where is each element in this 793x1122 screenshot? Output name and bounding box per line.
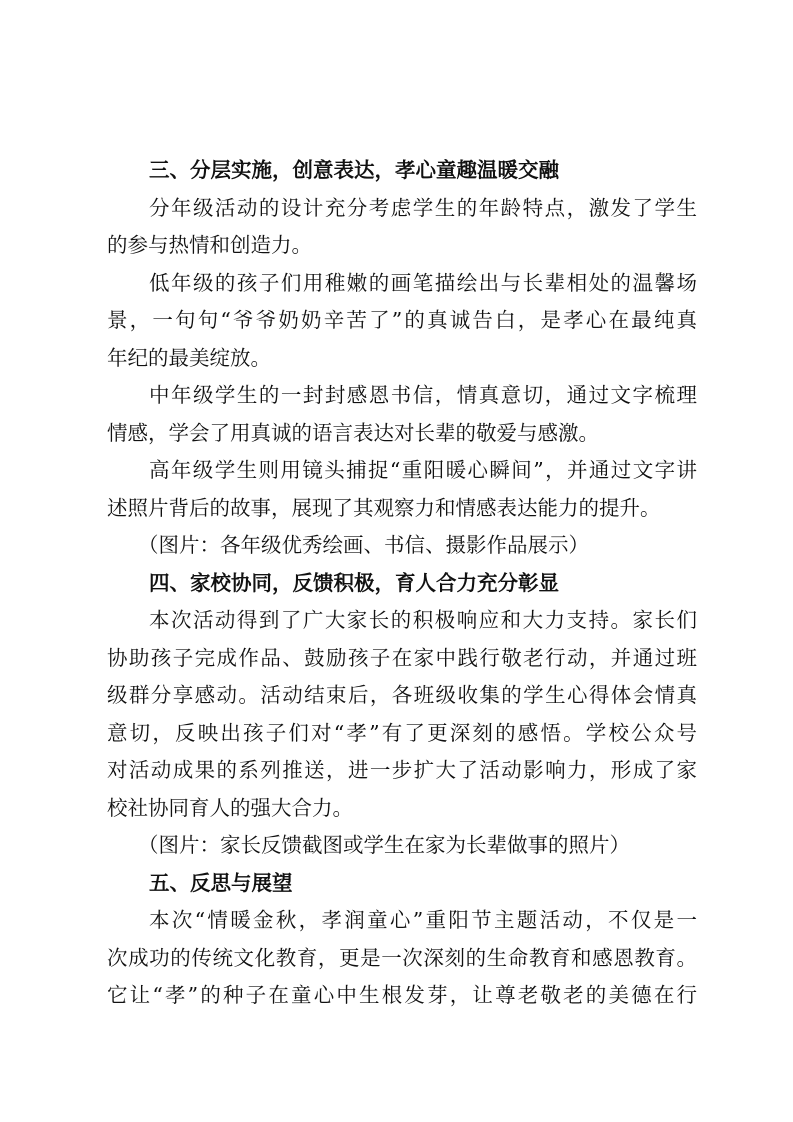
text-line: 年纪的最美绽放。 — [107, 345, 271, 370]
image-caption — [107, 527, 697, 565]
text-line: 级群分享感动。活动结束后，各班级收集的学生心得体会情真 — [107, 683, 697, 707]
text-line: 的参与热情和创造力。 — [107, 233, 312, 257]
text-line: 三、分层实施，创意表达，孝心童趣温暖交融 — [149, 158, 559, 182]
text-line: 对活动成果的系列推送，进一步扩大了活动影响力，形成了家 — [107, 758, 697, 782]
paragraph — [107, 265, 697, 378]
text-line: 中年级学生的一封封感恩书信，情真意切，通过文字梳理 — [149, 383, 697, 407]
section-heading — [107, 565, 697, 603]
text-line: 校社协同育人的强大合力。 — [107, 795, 353, 820]
text-line: 景，一句句“爷爷奶奶辛苦了”的真诚告白，是孝心在最纯真 — [107, 308, 697, 332]
text-line: 本次“情暖金秋，孝润童心”重阳节主题活动，不仅是一 — [149, 908, 697, 932]
paragraph — [107, 377, 697, 452]
section-heading — [107, 152, 697, 190]
text-line: 它让“孝”的种子在童心中生根发芽，让尊老敬老的美德在行 — [107, 983, 697, 1007]
text-line: 次成功的传统文化教育，更是一次深刻的生命教育和感恩教育。 — [107, 945, 697, 970]
paragraph — [107, 902, 697, 1015]
text-line: 情感，学会了用真诚的语言表达对长辈的敬爱与感激。 — [107, 420, 599, 445]
text-line: （图片：家长反馈截图或学生在家为长辈做事的照片） — [138, 833, 630, 857]
text-line: （图片：各年级优秀绘画、书信、摄影作品展示） — [138, 533, 589, 557]
text-line: 五、反思与展望 — [149, 870, 293, 895]
text-line: 本次活动得到了广大家长的积极响应和大力支持。家长们 — [149, 608, 697, 632]
section-heading — [107, 865, 697, 903]
image-caption — [107, 827, 697, 865]
text-line: 协助孩子完成作品、鼓励孩子在家中践行敬老行动，并通过班 — [107, 645, 697, 670]
paragraph — [107, 602, 697, 827]
paragraph — [107, 190, 697, 265]
text-line: 分年级活动的设计充分考虑学生的年龄特点，激发了学生 — [149, 195, 697, 220]
text-line: 述照片背后的故事，展现了其观察力和情感表达能力的提升。 — [107, 495, 661, 520]
text-line: 四、家校协同，反馈积极，育人合力充分彰显 — [149, 570, 559, 595]
document-page — [107, 152, 697, 1015]
text-line: 意切，反映出孩子们对“孝”有了更深刻的感悟。学校公众号 — [107, 720, 697, 745]
text-line: 高年级学生则用镜头捕捉“重阳暖心瞬间”，并通过文字讲 — [149, 458, 697, 482]
paragraph — [107, 452, 697, 527]
text-line: 低年级的孩子们用稚嫩的画笔描绘出与长辈相处的温馨场 — [149, 270, 697, 295]
